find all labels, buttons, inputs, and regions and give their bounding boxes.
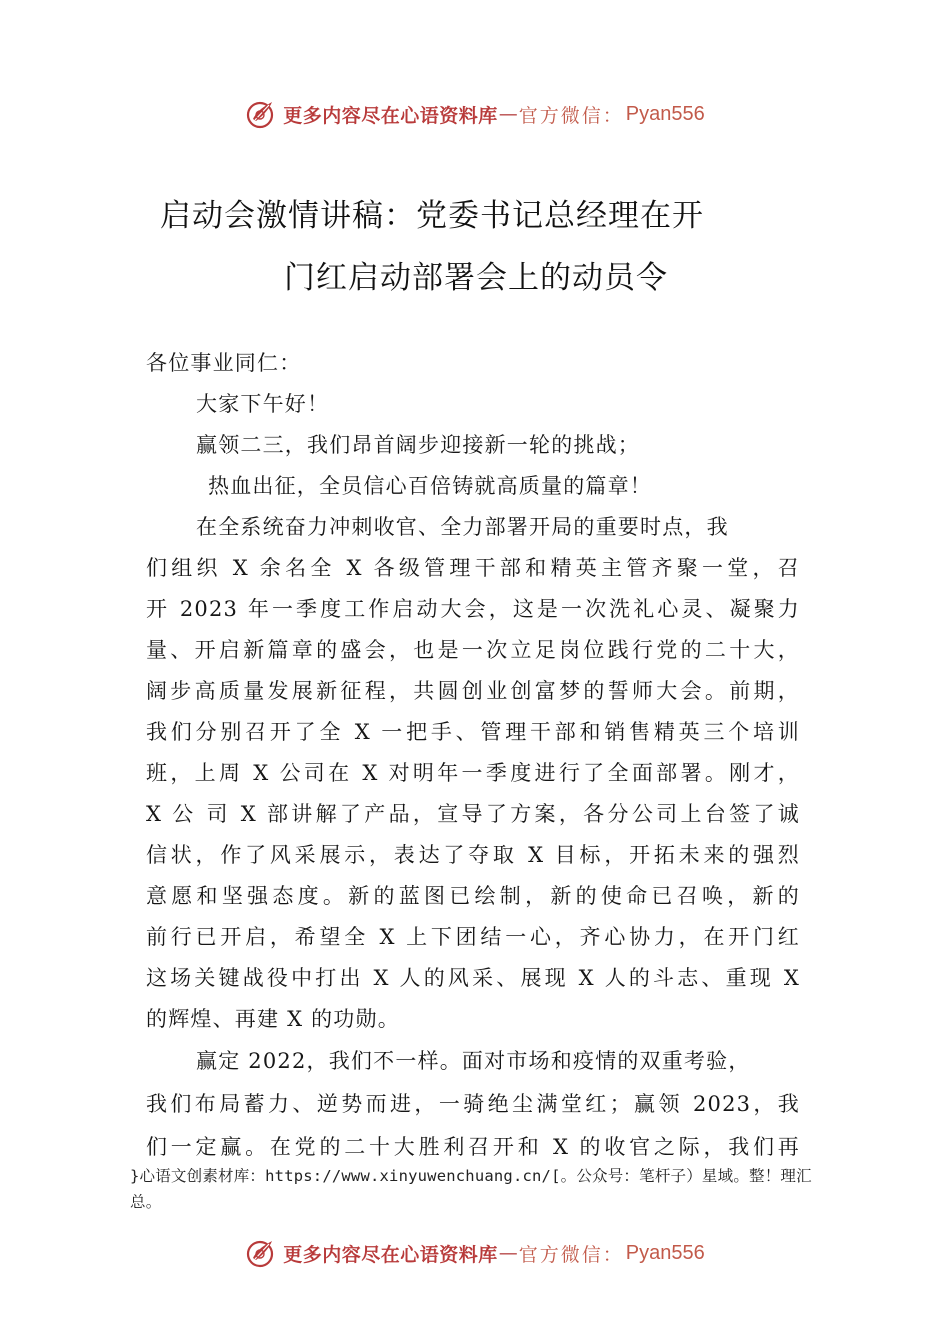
footnote-line-1: }心语文创素材库：https://www.xinyuwenchuang.cn/[。公众号：笔杆子）星域。整！理汇 <box>130 1167 812 1185</box>
slogan-line-1: 赢领二三，我们昂首阔步迎接新一轮的挑战； <box>196 433 640 457</box>
paragraph-1-line: 前行已开启，希望全 X 上下团结一心，齐心协力，在开门红 <box>146 925 800 949</box>
banner-brand-text: 更多内容尽在心语资料库 <box>283 1243 498 1266</box>
banner-brand-text: 更多内容尽在心语资料库 <box>283 104 498 127</box>
paragraph-1-line: 们组织 X 余名全 X 各级管理干部和精英主管齐聚一堂，召 <box>146 556 800 580</box>
paragraph-1-line: 开 2023 年一季度工作启动大会，这是一次洗礼心灵、凝聚力 <box>146 597 800 621</box>
banner-official-label: 官方微信： <box>518 104 624 127</box>
document-title-line-1: 启动会激情讲稿：党委书记总经理在开 <box>160 198 704 234</box>
paragraph-1-line: 阔步高质量发展新征程，共圆创业创富梦的誓师大会。前期， <box>146 679 800 703</box>
paragraph-1-line: 信状，作了风采展示，表达了夺取 X 目标，开拓未来的强烈 <box>146 843 800 867</box>
document-body <box>146 343 806 1169</box>
paragraph-1-line: 这场关键战役中打出 X 人的风采、展现 X 人的斗志、重现 X <box>146 966 800 990</box>
paragraph-1-line: 班，上周 X 公司在 X 对明年一季度进行了全面部署。刚才， <box>146 761 800 785</box>
banner-dash: — <box>498 103 518 125</box>
paragraph-2-line: 我们布局蓄力、逆势而进，一骑绝尘满堂红；赢领 2023，我 <box>146 1092 800 1116</box>
paragraph-1-line: 我们分别召开了全 X 一把手、管理干部和销售精英三个培训 <box>146 720 800 744</box>
banner-official-label: 官方微信： <box>518 1243 624 1266</box>
header-banner <box>0 92 950 136</box>
red-seal-quill-logo-icon <box>245 97 279 131</box>
banner-dash: — <box>498 1242 518 1264</box>
source-footnote <box>130 1163 840 1215</box>
slogan-line-2: 热血出征，全员信心百倍铸就高质量的篇章！ <box>208 474 652 498</box>
paragraph-1-line: X 公 司 X 部讲解了产品，宣导了方案，各分公司上台签了诚 <box>146 802 800 826</box>
paragraph-1-line: 的辉煌、再建 X 的功勋。 <box>146 1007 400 1031</box>
footnote-line-2: 总。 <box>130 1193 162 1211</box>
banner-wechat-handle: Pyan556 <box>625 102 705 125</box>
red-seal-quill-logo-icon <box>245 1236 279 1270</box>
paragraph-1-line: 在全系统奋力冲刺收官、全力部署开局的重要时点，我 <box>196 515 729 539</box>
paragraph-2-line: 赢定 2022，我们不一样。面对市场和疫情的双重考验， <box>196 1049 751 1073</box>
greeting: 大家下午好！ <box>196 392 330 416</box>
paragraph-1-line: 量、开启新篇章的盛会，也是一次立足岗位践行党的二十大， <box>146 638 800 662</box>
salutation: 各位事业同仁： <box>146 351 302 375</box>
document-title-line-2: 门红启动部署会上的动员令 <box>284 260 668 296</box>
paragraph-1-line: 意愿和坚强态度。新的蓝图已绘制，新的使命已召唤，新的 <box>146 884 800 908</box>
paragraph-2-line: 们一定赢。在党的二十大胜利召开和 X 的收官之际，我们再 <box>146 1135 800 1159</box>
footer-banner <box>0 1231 950 1275</box>
banner-wechat-handle: Pyan556 <box>625 1241 705 1264</box>
